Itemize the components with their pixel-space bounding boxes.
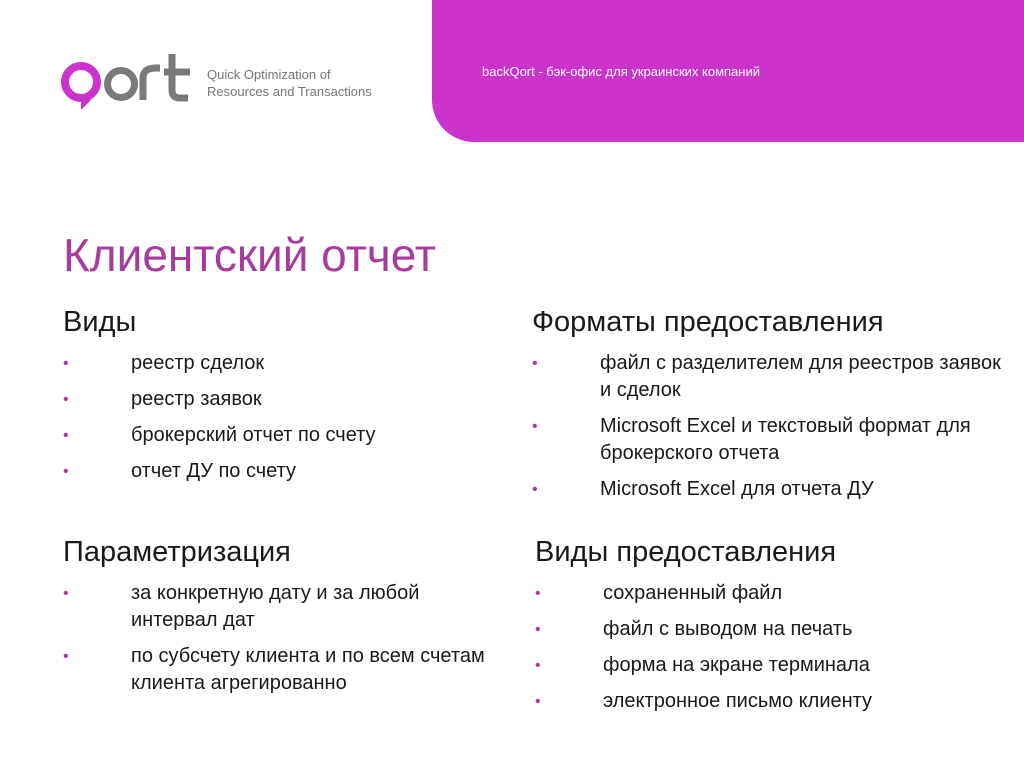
section-parametrization: [63, 536, 493, 706]
section-delivery: [535, 536, 1015, 724]
logo-q-mark: [65, 66, 97, 110]
item-text: Microsoft Excel и текстовый формат для брокерского отчета: [600, 415, 971, 464]
item-text: файл с выводом на печать: [603, 618, 853, 640]
section-heading: Виды предоставления: [535, 536, 837, 568]
list-item: [535, 580, 1015, 607]
list-item: [535, 688, 1015, 715]
bullet-icon: •: [535, 693, 541, 710]
header-band: [432, 0, 1024, 142]
bullet-icon: •: [532, 355, 538, 372]
list-item: [63, 422, 493, 449]
bullet-icon: •: [63, 391, 69, 408]
item-text: брокерский отчет по счету: [131, 424, 376, 446]
item-text: по субсчету клиента и по всем счетам клиента агрегированно: [131, 645, 485, 694]
section-heading: Виды: [63, 306, 137, 338]
item-text: сохраненный файл: [603, 582, 783, 604]
list-item: [63, 458, 493, 485]
bullet-icon: •: [63, 648, 69, 665]
item-text: отчет ДУ по счету: [131, 460, 297, 482]
bullet-icon: •: [532, 481, 538, 498]
list-item: [532, 350, 1012, 404]
item-text: реестр сделок: [131, 352, 265, 374]
bullet-icon: •: [63, 585, 69, 602]
section-formats: [532, 306, 1012, 512]
list-item: [63, 580, 493, 634]
tagline: [207, 66, 372, 100]
section-heading: Параметризация: [63, 536, 291, 568]
item-list: [532, 350, 1012, 503]
list-item: [63, 643, 493, 697]
item-text: реестр заявок: [131, 388, 262, 410]
section-views: [63, 306, 493, 494]
bullet-icon: •: [63, 355, 69, 372]
item-list: [535, 580, 1015, 715]
bullet-icon: •: [63, 427, 69, 444]
item-list: [63, 350, 493, 485]
list-item: [535, 652, 1015, 679]
list-item: [532, 476, 1012, 503]
list-item: [532, 413, 1012, 467]
item-text: электронное письмо клиенту: [603, 690, 873, 712]
item-list: [63, 580, 493, 697]
list-item: [535, 616, 1015, 643]
qort-logo: [60, 50, 192, 112]
bullet-icon: •: [535, 585, 541, 602]
item-text: за конкретную дату и за любой интервал дат: [131, 582, 420, 631]
tagline-line1: Quick Optimization of: [207, 67, 331, 82]
tagline-line2: Resources and Transactions: [207, 84, 372, 99]
page-title: Клиентский отчет: [63, 229, 436, 281]
section-heading: Форматы предоставления: [532, 306, 884, 338]
bullet-icon: •: [532, 418, 538, 435]
list-item: [63, 350, 493, 377]
bullet-icon: •: [535, 657, 541, 674]
list-item: [63, 386, 493, 413]
item-text: форма на экране терминала: [603, 654, 870, 676]
header-band-text: backQort - бэк-офис для украинских компаний: [482, 64, 760, 79]
item-text: Microsoft Excel для отчета ДУ: [600, 478, 874, 500]
bullet-icon: •: [63, 463, 69, 480]
logo-ort-letters: [108, 54, 191, 100]
bullet-icon: •: [535, 621, 541, 638]
item-text: файл с разделителем для реестров заявок и сделок: [600, 352, 1001, 401]
